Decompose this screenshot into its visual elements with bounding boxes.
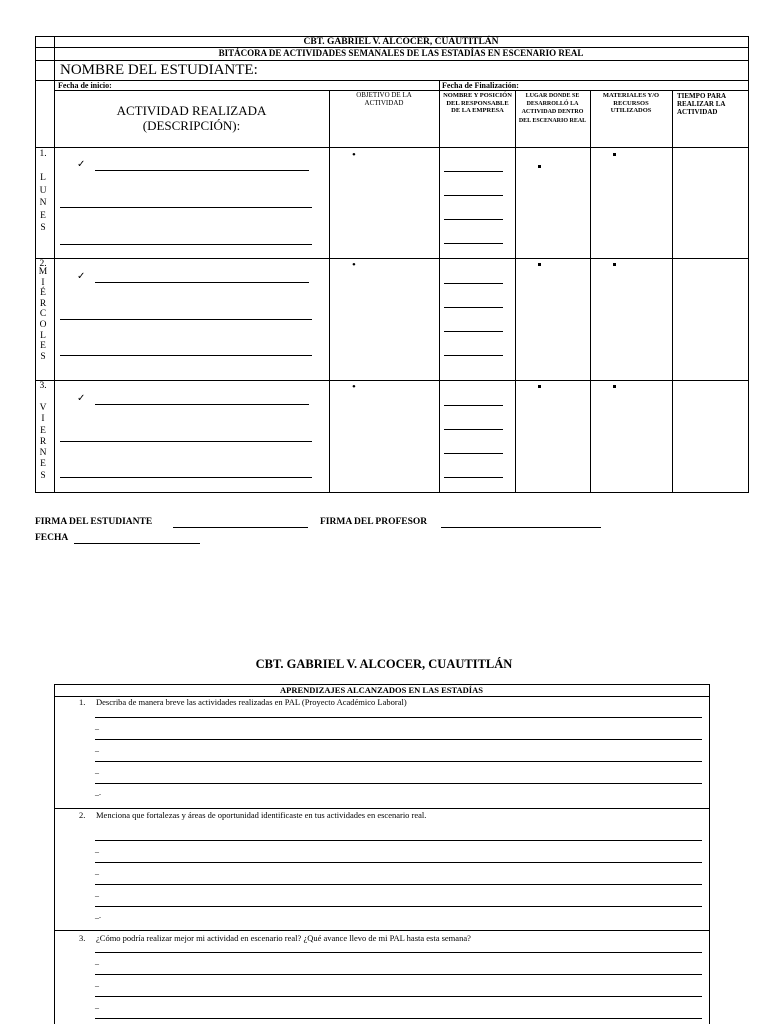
day-miercoles-number: 2. <box>39 259 47 269</box>
column-header-place: LUGAR DONDE SE DESARROLLÓ LA ACTIVIDAD DENTRO DEL ESCENARIO REAL <box>518 93 587 124</box>
answer-line[interactable] <box>95 996 702 997</box>
activity-line[interactable] <box>60 355 312 356</box>
day-letter: O <box>39 319 47 330</box>
end-mark: _. <box>95 911 101 920</box>
column-header-activity-line1: ACTIVIDAD REALIZADA <box>116 103 267 118</box>
day-letter: N <box>39 448 47 459</box>
activity-line[interactable] <box>60 244 312 245</box>
bullet-icon: • <box>352 259 356 271</box>
answer-line[interactable] <box>95 862 702 863</box>
student-name-label: NOMBRE DEL ESTUDIANTE: <box>60 62 258 78</box>
dash: _ <box>95 957 99 966</box>
start-date-label: Fecha de inicio: <box>58 81 112 90</box>
dash: _ <box>95 867 99 876</box>
check-mark-icon: ✓ <box>77 271 86 282</box>
bullet-icon <box>538 165 541 168</box>
check-mark-icon: ✓ <box>77 159 86 170</box>
learnings-title: APRENDIZAJES ALCANZADOS EN LAS ESTADÍAS <box>280 685 483 695</box>
answer-line[interactable] <box>95 884 702 885</box>
answer-line[interactable] <box>95 1018 702 1019</box>
teacher-signature-line[interactable] <box>441 527 601 528</box>
answer-line[interactable] <box>95 739 702 740</box>
day-letter: L <box>40 173 46 183</box>
day-letter: S <box>40 223 46 233</box>
dash: _ <box>95 766 99 775</box>
question-text: Describa de manera breve las actividades realizadas en PAL (Proyecto Académico Laboral) <box>96 697 407 707</box>
student-signature-label: FIRMA DEL ESTUDIANTE <box>35 517 153 527</box>
date-line[interactable] <box>74 543 200 544</box>
day-letter: M <box>38 267 48 277</box>
activity-line[interactable] <box>60 319 312 320</box>
day-viernes-number: 3. <box>39 381 47 391</box>
dash: _ <box>95 845 99 854</box>
bullet-icon <box>538 263 541 266</box>
school-heading: CBT. GABRIEL V. ALCOCER, CUAUTITLÁN <box>303 37 499 47</box>
column-header-responsible: NOMBRE Y POSICIÓN DEL RESPONSABLE DE LA EMPRESA <box>443 92 512 114</box>
responsible-line[interactable] <box>444 477 503 478</box>
bullet-icon: • <box>352 149 356 161</box>
responsible-line[interactable] <box>444 283 503 284</box>
question-number: 2. <box>79 810 86 820</box>
column-header-activity-line2: (DESCRIPCIÓN): <box>142 118 241 133</box>
day-miercoles-letters <box>37 267 49 362</box>
bullet-icon <box>613 385 616 388</box>
day-letter: R <box>39 298 47 309</box>
second-school-heading: CBT. GABRIEL V. ALCOCER, CUAUTITLÁN <box>255 657 513 671</box>
day-letter: N <box>39 198 47 208</box>
bullet-icon <box>613 263 616 266</box>
responsible-line[interactable] <box>444 331 503 332</box>
activity-line[interactable] <box>60 441 312 442</box>
activity-line[interactable] <box>95 282 309 283</box>
column-header-objective: OBJETIVO DE LA ACTIVIDAD <box>356 91 412 107</box>
teacher-signature-label: FIRMA DEL PROFESOR <box>320 517 428 527</box>
answer-line[interactable] <box>95 906 702 907</box>
column-header-materials: MATERIALES Y/O RECURSOS UTILIZADOS <box>602 92 660 114</box>
answer-line[interactable] <box>95 952 702 953</box>
day-letter: L <box>40 330 46 341</box>
day-letter: E <box>40 459 46 470</box>
question-text: Menciona que fortalezas y áreas de oportunidad identificaste en tus actividades en escenario real. <box>96 810 427 820</box>
responsible-line[interactable] <box>444 171 503 172</box>
responsible-line[interactable] <box>444 219 503 220</box>
activity-line[interactable] <box>95 404 309 405</box>
answer-line[interactable] <box>95 840 702 841</box>
day-letter: E <box>40 341 46 352</box>
column-header-activity <box>54 103 329 133</box>
end-mark: _. <box>95 788 101 797</box>
dash: _ <box>95 1001 99 1010</box>
day-letter: R <box>39 436 47 447</box>
answer-line[interactable] <box>95 974 702 975</box>
column-header-time: TIEMPO PARA REALIZAR LA ACTIVIDAD <box>677 92 726 116</box>
answer-line[interactable] <box>95 717 702 718</box>
responsible-line[interactable] <box>444 243 503 244</box>
log-title: BITÁCORA DE ACTIVIDADES SEMANALES DE LAS ESTADÍAS EN ESCENARIO REAL <box>218 48 584 58</box>
date-label: FECHA <box>35 533 69 543</box>
responsible-line[interactable] <box>444 355 503 356</box>
dash: _ <box>95 722 99 731</box>
bullet-icon <box>613 153 616 156</box>
day-letter: E <box>40 425 46 436</box>
day-viernes-letters <box>37 403 49 482</box>
day-letter: É <box>40 288 46 299</box>
question-number: 3. <box>79 933 86 943</box>
responsible-line[interactable] <box>444 429 503 430</box>
student-signature-line[interactable] <box>173 527 308 528</box>
activity-line[interactable] <box>60 477 312 478</box>
question-number: 1. <box>79 697 86 707</box>
day-letter: V <box>39 403 47 413</box>
day-letter: E <box>40 210 46 221</box>
dash: _ <box>95 744 99 753</box>
question-text: ¿Cómo podría realizar mejor mi actividad en escenario real? ¿Qué avance llevo de mi PAL hasta esta semana? <box>96 933 471 943</box>
responsible-line[interactable] <box>444 307 503 308</box>
responsible-line[interactable] <box>444 453 503 454</box>
answer-line[interactable] <box>95 761 702 762</box>
dash: _ <box>95 979 99 988</box>
day-letter: U <box>39 185 47 196</box>
responsible-line[interactable] <box>444 405 503 406</box>
activity-line[interactable] <box>95 170 309 171</box>
check-mark-icon: ✓ <box>77 393 86 404</box>
end-date-label: Fecha de Finalización: <box>442 81 519 90</box>
bullet-icon: • <box>352 381 356 393</box>
day-letter: I <box>41 414 45 425</box>
responsible-line[interactable] <box>444 195 503 196</box>
day-letter: S <box>40 351 46 362</box>
day-letter: S <box>40 470 46 481</box>
bullet-icon <box>538 385 541 388</box>
dash: _ <box>95 889 99 898</box>
day-letter: I <box>41 277 45 288</box>
activity-line[interactable] <box>60 207 312 208</box>
day-lunes-number: 1. <box>39 149 47 159</box>
day-letter: C <box>39 309 47 320</box>
answer-line[interactable] <box>95 783 702 784</box>
day-lunes-letters <box>37 172 49 235</box>
